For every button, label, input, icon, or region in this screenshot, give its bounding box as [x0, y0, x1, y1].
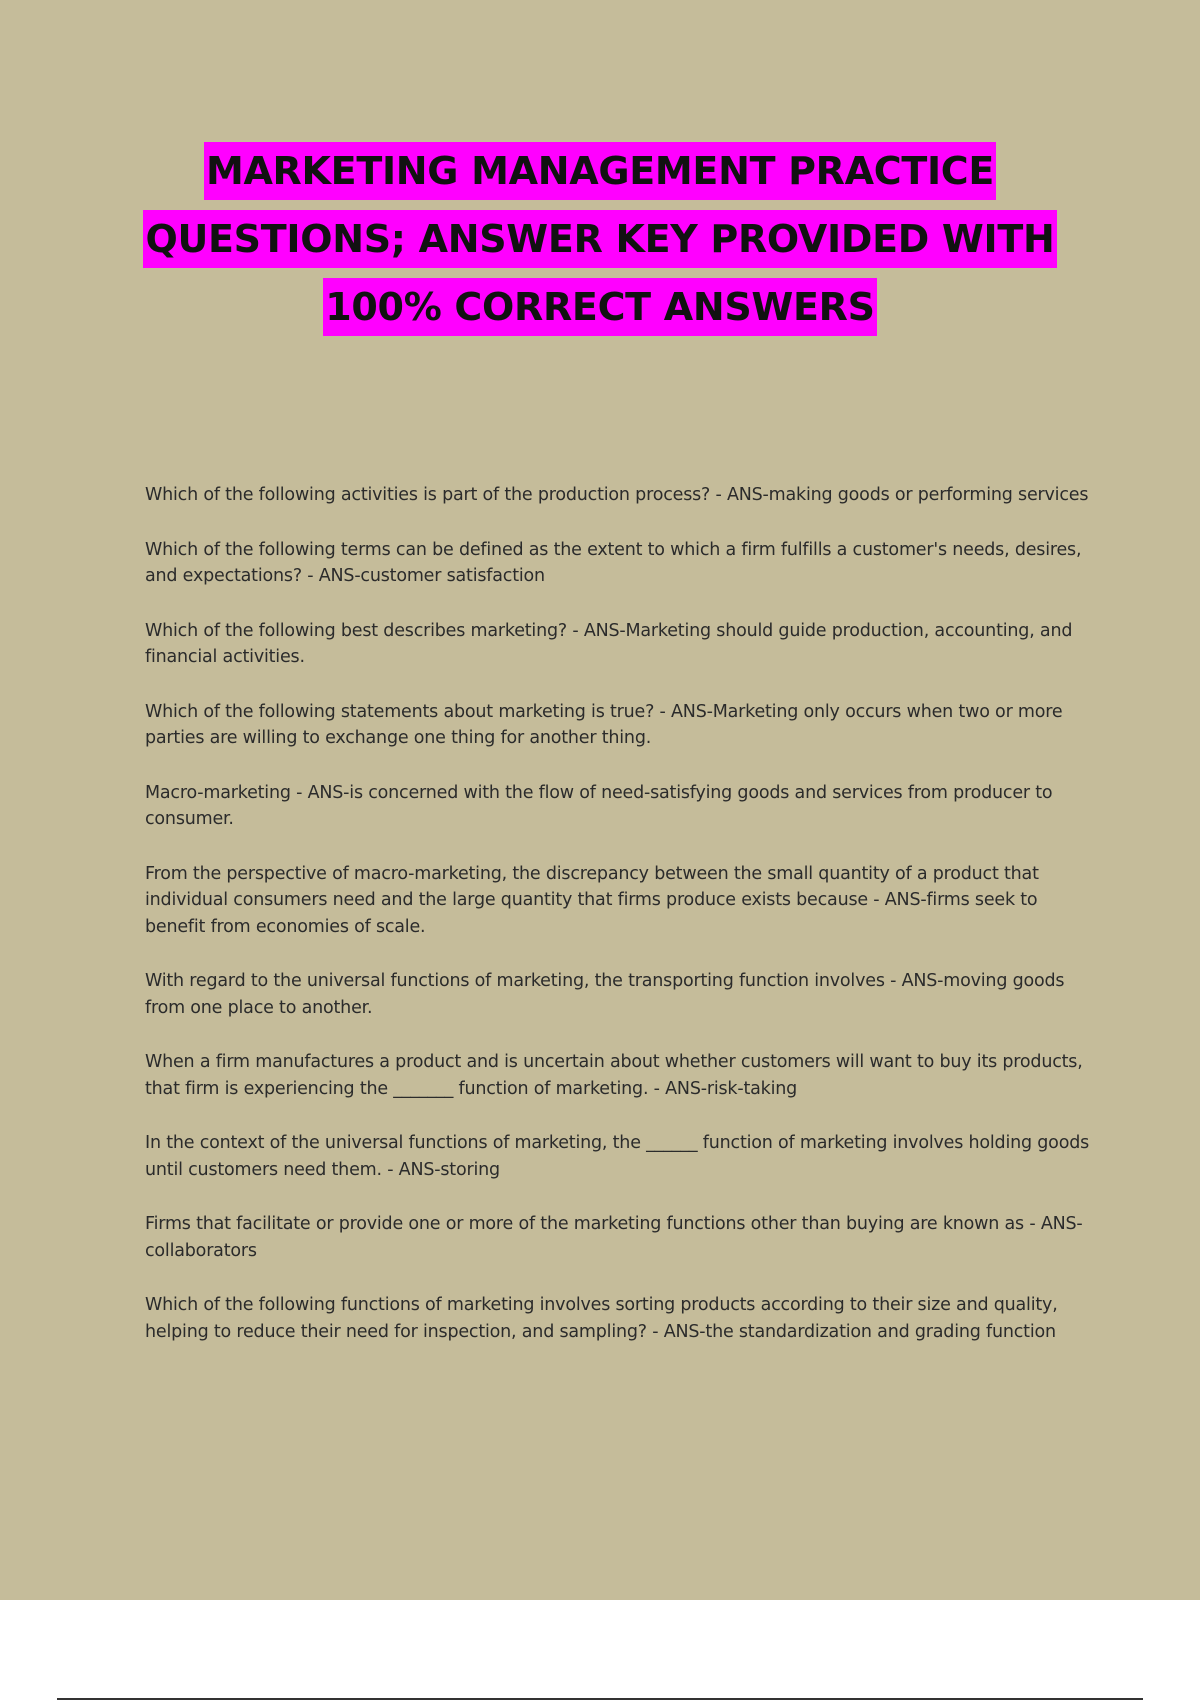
question-item: Which of the following statements about marketing is true? - ANS-Marketing only occurs when two or more parties are willing to exchange one thing for another thing. — [145, 701, 1063, 748]
question-item: Which of the following functions of marketing involves sorting products according to their size and quality, helping to reduce their need for inspection, and sampling? - ANS-the standardization and grading function — [145, 1295, 1058, 1342]
question-item: Firms that facilitate or provide one or more of the marketing functions other than buying are known as - ANS-collaborators — [145, 1214, 1083, 1261]
question-item: When a firm manufactures a product and is uncertain about whether customers will want to buy its products, that firm is experiencing the _______ function of marketing. - ANS-risk-taking — [145, 1052, 1083, 1099]
question-item: Which of the following activities is part of the production process? - ANS-making goods or performing services — [145, 485, 1089, 505]
question-item: Which of the following best describes marketing? - ANS-Marketing should guide production, accounting, and financial activities. — [145, 620, 1073, 667]
question-item: Macro-marketing - ANS-is concerned with the flow of need-satisfying goods and services from producer to consumer. — [145, 782, 1053, 829]
question-item: With regard to the universal functions of marketing, the transporting function involves - ANS-moving goods from one place to another. — [145, 971, 1065, 1018]
title-line-1: MARKETING MANAGEMENT PRACTICE — [204, 142, 996, 200]
title-line-3: 100% CORRECT ANSWERS — [323, 278, 876, 336]
question-item: In the context of the universal functions of marketing, the ______ function of marketing involves holding goods until customers need them. - ANS-storing — [145, 1133, 1090, 1180]
question-item: Which of the following terms can be defined as the extent to which a firm fulfills a customer's needs, desires, and expectations? - ANS-customer satisfaction — [145, 539, 1082, 586]
document-title — [0, 142, 1200, 346]
question-item: From the perspective of macro-marketing, the discrepancy between the small quantity of a product that individual consumers need and the large quantity that firms produce exists because - ANS-firms seek to benefit from economies of scale. — [145, 863, 1039, 937]
title-line-2: QUESTIONS; ANSWER KEY PROVIDED WITH — [143, 210, 1056, 268]
question-list — [145, 482, 1095, 1373]
